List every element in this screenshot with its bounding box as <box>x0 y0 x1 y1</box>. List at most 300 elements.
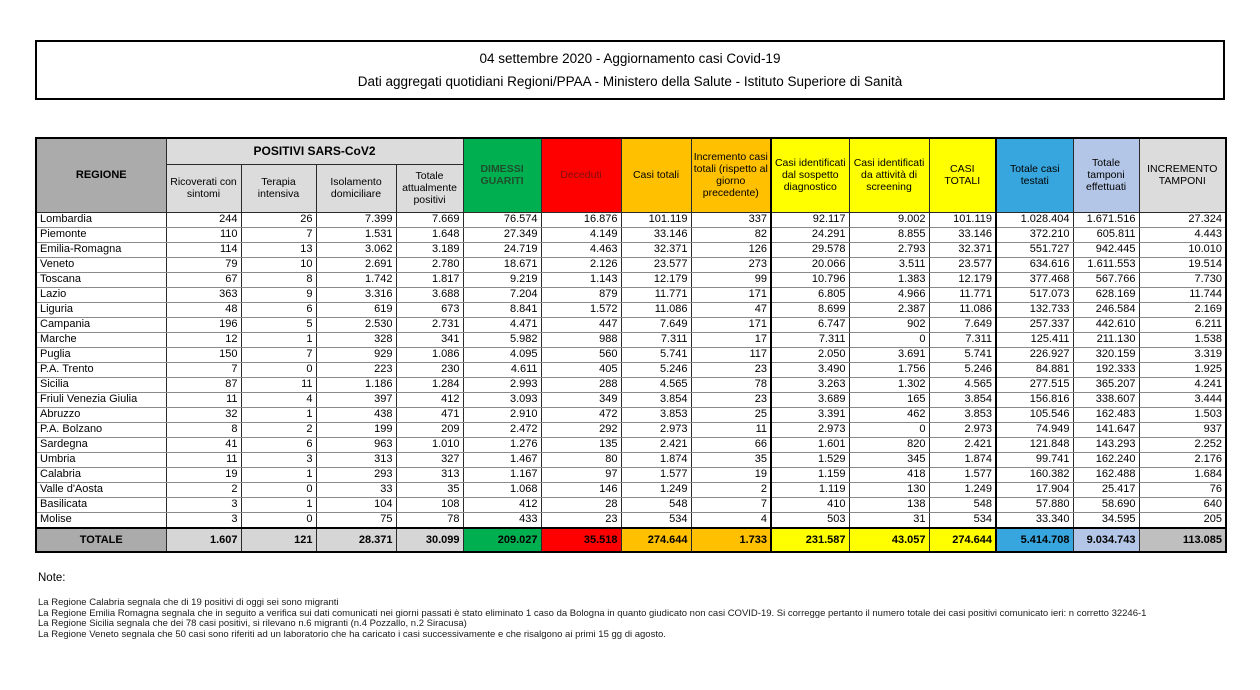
cell-totale_tamponi_effettuati: 143.293 <box>1073 437 1139 452</box>
notes-lines <box>38 598 1218 640</box>
cell-totale_attualmente_positivi: 108 <box>396 497 463 512</box>
cell-casi_attivita_screening: 0 <box>849 422 929 437</box>
region-name: Emilia-Romagna <box>36 242 166 257</box>
cell-totale_attualmente_positivi: 35 <box>396 482 463 497</box>
cell-casi_attivita_screening: 31 <box>849 512 929 528</box>
cell-totale_attualmente_positivi: 1.817 <box>396 272 463 287</box>
column-header-casi-totali: Casi totali <box>621 138 691 212</box>
region-name: Basilicata <box>36 497 166 512</box>
cell-terapia_intensiva: 2 <box>241 422 316 437</box>
cell-casi_totali: 3.853 <box>621 407 691 422</box>
column-header-incremento-tamponi: INCREMENTO TAMPONI <box>1139 138 1226 212</box>
cell-totale_casi_testati: 105.546 <box>996 407 1073 422</box>
cell-totale_casi_testati: 257.337 <box>996 317 1073 332</box>
cell-terapia_intensiva: 7 <box>241 227 316 242</box>
total-label: TOTALE <box>36 528 166 552</box>
cell-incremento_tamponi: 1.538 <box>1139 332 1226 347</box>
cell-isolamento_domiciliare: 1.742 <box>316 272 396 287</box>
cell-totale_casi_testati: 57.880 <box>996 497 1073 512</box>
cell-totale_attualmente_positivi: 313 <box>396 467 463 482</box>
cell-dimessi_guariti: 27.349 <box>463 227 541 242</box>
total-terapia_intensiva: 121 <box>241 528 316 552</box>
cell-incremento_tamponi: 3.319 <box>1139 347 1226 362</box>
cell-casi_totali: 1.874 <box>621 452 691 467</box>
cell-terapia_intensiva: 13 <box>241 242 316 257</box>
cell-totale_casi_testati: 84.881 <box>996 362 1073 377</box>
total-casi_attivita_screening: 43.057 <box>849 528 929 552</box>
cell-casi_sospetto_diagnostico: 10.796 <box>771 272 849 287</box>
cell-casi_attivita_screening: 1.383 <box>849 272 929 287</box>
cell-casi_sospetto_diagnostico: 92.117 <box>771 212 849 227</box>
cell-casi_totali: 11.771 <box>621 287 691 302</box>
table-row <box>36 437 1226 452</box>
cell-deceduti: 135 <box>541 437 621 452</box>
cell-deceduti: 2.126 <box>541 257 621 272</box>
cell-ricoverati_con_sintomi: 110 <box>166 227 241 242</box>
cell-casi_totali_2: 5.741 <box>929 347 996 362</box>
table-row <box>36 272 1226 287</box>
column-header-casi-sospetto-diagnostico: Casi identificati dal sospetto diagnostico <box>771 138 849 212</box>
cell-ricoverati_con_sintomi: 8 <box>166 422 241 437</box>
cell-casi_totali: 3.854 <box>621 392 691 407</box>
cell-incremento_tamponi: 2.176 <box>1139 452 1226 467</box>
column-header-isolamento-domiciliare: Isolamento domiciliare <box>316 164 396 212</box>
cell-incremento_casi_totali: 47 <box>691 302 771 317</box>
cell-casi_attivita_screening: 165 <box>849 392 929 407</box>
cell-totale_tamponi_effettuati: 365.207 <box>1073 377 1139 392</box>
cell-casi_sospetto_diagnostico: 29.578 <box>771 242 849 257</box>
cell-dimessi_guariti: 1.276 <box>463 437 541 452</box>
cell-casi_attivita_screening: 418 <box>849 467 929 482</box>
cell-totale_casi_testati: 156.816 <box>996 392 1073 407</box>
cell-totale_tamponi_effettuati: 192.333 <box>1073 362 1139 377</box>
cell-dimessi_guariti: 1.467 <box>463 452 541 467</box>
cell-totale_tamponi_effettuati: 162.483 <box>1073 407 1139 422</box>
cell-terapia_intensiva: 7 <box>241 347 316 362</box>
cell-dimessi_guariti: 433 <box>463 512 541 528</box>
cell-casi_totali_2: 32.371 <box>929 242 996 257</box>
cell-incremento_casi_totali: 78 <box>691 377 771 392</box>
region-name: P.A. Bolzano <box>36 422 166 437</box>
cell-casi_totali_2: 1.874 <box>929 452 996 467</box>
cell-deceduti: 4.149 <box>541 227 621 242</box>
notes-section <box>38 572 1218 640</box>
cell-terapia_intensiva: 0 <box>241 362 316 377</box>
table-row <box>36 347 1226 362</box>
cell-totale_casi_testati: 99.741 <box>996 452 1073 467</box>
cell-totale_casi_testati: 121.848 <box>996 437 1073 452</box>
cell-incremento_casi_totali: 66 <box>691 437 771 452</box>
cell-deceduti: 16.876 <box>541 212 621 227</box>
cell-totale_attualmente_positivi: 209 <box>396 422 463 437</box>
cell-ricoverati_con_sintomi: 11 <box>166 392 241 407</box>
cell-deceduti: 879 <box>541 287 621 302</box>
cell-incremento_casi_totali: 25 <box>691 407 771 422</box>
cell-isolamento_domiciliare: 1.186 <box>316 377 396 392</box>
cell-ricoverati_con_sintomi: 7 <box>166 362 241 377</box>
cell-terapia_intensiva: 8 <box>241 272 316 287</box>
cell-casi_totali: 101.119 <box>621 212 691 227</box>
total-row <box>36 528 1226 552</box>
cell-ricoverati_con_sintomi: 87 <box>166 377 241 392</box>
cell-deceduti: 472 <box>541 407 621 422</box>
total-totale_attualmente_positivi: 30.099 <box>396 528 463 552</box>
cell-deceduti: 447 <box>541 317 621 332</box>
cell-casi_totali_2: 11.771 <box>929 287 996 302</box>
cell-incremento_casi_totali: 2 <box>691 482 771 497</box>
cell-totale_tamponi_effettuati: 942.445 <box>1073 242 1139 257</box>
cell-casi_sospetto_diagnostico: 503 <box>771 512 849 528</box>
cell-totale_casi_testati: 132.733 <box>996 302 1073 317</box>
cell-deceduti: 1.572 <box>541 302 621 317</box>
cell-terapia_intensiva: 5 <box>241 317 316 332</box>
cell-isolamento_domiciliare: 199 <box>316 422 396 437</box>
cell-dimessi_guariti: 2.993 <box>463 377 541 392</box>
cell-casi_attivita_screening: 3.691 <box>849 347 929 362</box>
cell-casi_attivita_screening: 8.855 <box>849 227 929 242</box>
cell-casi_attivita_screening: 345 <box>849 452 929 467</box>
cell-casi_sospetto_diagnostico: 3.490 <box>771 362 849 377</box>
cell-terapia_intensiva: 1 <box>241 407 316 422</box>
table-row <box>36 407 1226 422</box>
column-header-incremento-casi-totali: Incremento casi totali (rispetto al giorno precedente) <box>691 138 771 212</box>
cell-deceduti: 988 <box>541 332 621 347</box>
cell-incremento_casi_totali: 19 <box>691 467 771 482</box>
cell-dimessi_guariti: 5.982 <box>463 332 541 347</box>
cell-isolamento_domiciliare: 293 <box>316 467 396 482</box>
cell-totale_casi_testati: 33.340 <box>996 512 1073 528</box>
cell-dimessi_guariti: 24.719 <box>463 242 541 257</box>
cell-deceduti: 4.463 <box>541 242 621 257</box>
cell-casi_totali: 7.649 <box>621 317 691 332</box>
table-row <box>36 392 1226 407</box>
cell-casi_attivita_screening: 1.302 <box>849 377 929 392</box>
cell-casi_totali: 5.246 <box>621 362 691 377</box>
table-row <box>36 287 1226 302</box>
total-totale_tamponi_effettuati: 9.034.743 <box>1073 528 1139 552</box>
cell-ricoverati_con_sintomi: 150 <box>166 347 241 362</box>
cell-isolamento_domiciliare: 104 <box>316 497 396 512</box>
table-row <box>36 257 1226 272</box>
cell-incremento_casi_totali: 35 <box>691 452 771 467</box>
region-name: Abruzzo <box>36 407 166 422</box>
table-row <box>36 422 1226 437</box>
cell-casi_sospetto_diagnostico: 3.689 <box>771 392 849 407</box>
cell-casi_totali_2: 1.249 <box>929 482 996 497</box>
report-title: 04 settembre 2020 - Aggiornamento casi Covid-19 <box>479 50 781 66</box>
table-row <box>36 497 1226 512</box>
table-row <box>36 332 1226 347</box>
cell-incremento_tamponi: 10.010 <box>1139 242 1226 257</box>
cell-incremento_casi_totali: 7 <box>691 497 771 512</box>
cell-terapia_intensiva: 3 <box>241 452 316 467</box>
cell-totale_casi_testati: 551.727 <box>996 242 1073 257</box>
cell-deceduti: 97 <box>541 467 621 482</box>
cell-totale_tamponi_effettuati: 211.130 <box>1073 332 1139 347</box>
cell-incremento_casi_totali: 4 <box>691 512 771 528</box>
cell-terapia_intensiva: 0 <box>241 512 316 528</box>
cell-incremento_casi_totali: 99 <box>691 272 771 287</box>
cell-totale_attualmente_positivi: 341 <box>396 332 463 347</box>
cell-casi_totali: 1.577 <box>621 467 691 482</box>
cell-casi_totali: 12.179 <box>621 272 691 287</box>
table-body <box>36 212 1226 528</box>
cell-ricoverati_con_sintomi: 2 <box>166 482 241 497</box>
cell-dimessi_guariti: 2.910 <box>463 407 541 422</box>
total-incremento_casi_totali: 1.733 <box>691 528 771 552</box>
cell-totale_attualmente_positivi: 1.010 <box>396 437 463 452</box>
column-header-totale-attualmente-positivi: Totale attualmente positivi <box>396 164 463 212</box>
cell-terapia_intensiva: 6 <box>241 437 316 452</box>
cell-casi_totali_2: 12.179 <box>929 272 996 287</box>
table-footer <box>36 528 1226 552</box>
cell-isolamento_domiciliare: 3.062 <box>316 242 396 257</box>
note-line: La Regione Calabria segnala che di 19 positivi di oggi sei sono migranti <box>38 597 339 608</box>
cell-totale_attualmente_positivi: 78 <box>396 512 463 528</box>
cell-totale_tamponi_effettuati: 1.611.553 <box>1073 257 1139 272</box>
total-ricoverati_con_sintomi: 1.607 <box>166 528 241 552</box>
cell-casi_sospetto_diagnostico: 3.263 <box>771 377 849 392</box>
table-row <box>36 377 1226 392</box>
cell-dimessi_guariti: 7.204 <box>463 287 541 302</box>
cell-totale_attualmente_positivi: 673 <box>396 302 463 317</box>
cell-totale_attualmente_positivi: 471 <box>396 407 463 422</box>
cell-totale_attualmente_positivi: 2.731 <box>396 317 463 332</box>
total-casi_sospetto_diagnostico: 231.587 <box>771 528 849 552</box>
cell-totale_tamponi_effettuati: 246.584 <box>1073 302 1139 317</box>
cell-casi_attivita_screening: 820 <box>849 437 929 452</box>
cell-totale_tamponi_effettuati: 162.240 <box>1073 452 1139 467</box>
column-header-deceduti: Deceduti <box>541 138 621 212</box>
cell-dimessi_guariti: 412 <box>463 497 541 512</box>
cell-casi_totali: 2.421 <box>621 437 691 452</box>
cell-totale_tamponi_effettuati: 628.169 <box>1073 287 1139 302</box>
column-header-regione: REGIONE <box>36 138 166 212</box>
cell-deceduti: 28 <box>541 497 621 512</box>
cell-ricoverati_con_sintomi: 19 <box>166 467 241 482</box>
cell-terapia_intensiva: 0 <box>241 482 316 497</box>
cell-isolamento_domiciliare: 397 <box>316 392 396 407</box>
cell-casi_totali_2: 7.311 <box>929 332 996 347</box>
cell-isolamento_domiciliare: 619 <box>316 302 396 317</box>
cell-incremento_tamponi: 19.514 <box>1139 257 1226 272</box>
region-name: Liguria <box>36 302 166 317</box>
cell-casi_sospetto_diagnostico: 1.159 <box>771 467 849 482</box>
cell-dimessi_guariti: 1.068 <box>463 482 541 497</box>
column-header-ricoverati-con-sintomi: Ricoverati con sintomi <box>166 164 241 212</box>
cell-casi_totali_2: 23.577 <box>929 257 996 272</box>
cell-casi_totali_2: 548 <box>929 497 996 512</box>
region-name: Friuli Venezia Giulia <box>36 392 166 407</box>
cell-deceduti: 349 <box>541 392 621 407</box>
table-row <box>36 302 1226 317</box>
cell-casi_attivita_screening: 130 <box>849 482 929 497</box>
notes-heading: Note: <box>38 572 66 584</box>
cell-totale_tamponi_effettuati: 567.766 <box>1073 272 1139 287</box>
cell-incremento_tamponi: 27.324 <box>1139 212 1226 227</box>
table-row <box>36 227 1226 242</box>
cell-ricoverati_con_sintomi: 11 <box>166 452 241 467</box>
cell-totale_casi_testati: 372.210 <box>996 227 1073 242</box>
cell-incremento_tamponi: 4.241 <box>1139 377 1226 392</box>
table-row <box>36 512 1226 528</box>
cell-ricoverati_con_sintomi: 48 <box>166 302 241 317</box>
cell-casi_totali: 7.311 <box>621 332 691 347</box>
cell-totale_tamponi_effettuati: 442.610 <box>1073 317 1139 332</box>
cell-casi_totali_2: 5.246 <box>929 362 996 377</box>
region-name: Sardegna <box>36 437 166 452</box>
cell-incremento_tamponi: 2.252 <box>1139 437 1226 452</box>
cell-casi_totali_2: 2.973 <box>929 422 996 437</box>
cell-terapia_intensiva: 1 <box>241 332 316 347</box>
cell-totale_tamponi_effettuati: 605.811 <box>1073 227 1139 242</box>
cell-totale_attualmente_positivi: 327 <box>396 452 463 467</box>
column-header-casi-totali-2: CASI TOTALI <box>929 138 996 212</box>
column-header-terapia-intensiva: Terapia intensiva <box>241 164 316 212</box>
cell-incremento_tamponi: 1.684 <box>1139 467 1226 482</box>
note-line: La Regione Sicilia segnala che dei 78 casi positivi, si rilevano n.6 migranti (n.4 Pozzallo, n.2 Siracusa) <box>38 618 467 629</box>
region-name: Sicilia <box>36 377 166 392</box>
cell-casi_attivita_screening: 9.002 <box>849 212 929 227</box>
cell-casi_totali_2: 11.086 <box>929 302 996 317</box>
region-name: Molise <box>36 512 166 528</box>
cell-isolamento_domiciliare: 1.531 <box>316 227 396 242</box>
cell-totale_attualmente_positivi: 2.780 <box>396 257 463 272</box>
cell-dimessi_guariti: 18.671 <box>463 257 541 272</box>
cell-totale_casi_testati: 517.073 <box>996 287 1073 302</box>
cell-deceduti: 405 <box>541 362 621 377</box>
region-name: Campania <box>36 317 166 332</box>
cell-totale_attualmente_positivi: 3.688 <box>396 287 463 302</box>
cell-casi_totali: 548 <box>621 497 691 512</box>
cell-casi_totali_2: 7.649 <box>929 317 996 332</box>
report-subtitle: Dati aggregati quotidiani Regioni/PPAA - Ministero della Salute - Istituto Superiore di Sanità <box>357 74 903 90</box>
cell-totale_tamponi_effettuati: 25.417 <box>1073 482 1139 497</box>
cell-casi_sospetto_diagnostico: 1.119 <box>771 482 849 497</box>
cell-casi_sospetto_diagnostico: 6.805 <box>771 287 849 302</box>
total-casi_totali: 274.644 <box>621 528 691 552</box>
cell-deceduti: 288 <box>541 377 621 392</box>
cell-incremento_casi_totali: 273 <box>691 257 771 272</box>
column-header-casi-attivita-screening: Casi identificati da attività di screening <box>849 138 929 212</box>
cell-incremento_casi_totali: 126 <box>691 242 771 257</box>
cell-incremento_casi_totali: 171 <box>691 317 771 332</box>
cell-totale_attualmente_positivi: 7.669 <box>396 212 463 227</box>
cell-deceduti: 292 <box>541 422 621 437</box>
cell-totale_tamponi_effettuati: 141.647 <box>1073 422 1139 437</box>
cell-terapia_intensiva: 9 <box>241 287 316 302</box>
cell-terapia_intensiva: 1 <box>241 467 316 482</box>
cell-totale_attualmente_positivi: 1.648 <box>396 227 463 242</box>
column-group-positivi-sars-cov2: POSITIVI SARS-CoV2 <box>166 138 463 164</box>
cell-ricoverati_con_sintomi: 32 <box>166 407 241 422</box>
cell-casi_sospetto_diagnostico: 1.601 <box>771 437 849 452</box>
cell-ricoverati_con_sintomi: 114 <box>166 242 241 257</box>
cell-incremento_casi_totali: 11 <box>691 422 771 437</box>
cell-incremento_casi_totali: 23 <box>691 392 771 407</box>
cell-casi_totali: 2.973 <box>621 422 691 437</box>
cell-isolamento_domiciliare: 33 <box>316 482 396 497</box>
cell-incremento_tamponi: 937 <box>1139 422 1226 437</box>
table-row <box>36 242 1226 257</box>
cell-casi_totali: 33.146 <box>621 227 691 242</box>
cell-dimessi_guariti: 3.093 <box>463 392 541 407</box>
cell-ricoverati_con_sintomi: 244 <box>166 212 241 227</box>
cell-incremento_casi_totali: 82 <box>691 227 771 242</box>
region-name: Puglia <box>36 347 166 362</box>
cell-casi_sospetto_diagnostico: 20.066 <box>771 257 849 272</box>
region-name: Veneto <box>36 257 166 272</box>
region-name: P.A. Trento <box>36 362 166 377</box>
cell-totale_tamponi_effettuati: 1.671.516 <box>1073 212 1139 227</box>
cell-totale_casi_testati: 17.904 <box>996 482 1073 497</box>
cell-casi_sospetto_diagnostico: 8.699 <box>771 302 849 317</box>
cell-deceduti: 80 <box>541 452 621 467</box>
total-deceduti: 35.518 <box>541 528 621 552</box>
column-header-dimessi-guariti: DIMESSI GUARITI <box>463 138 541 212</box>
column-header-totale-tamponi: Totale tamponi effettuati <box>1073 138 1139 212</box>
cell-casi_sospetto_diagnostico: 7.311 <box>771 332 849 347</box>
cell-deceduti: 23 <box>541 512 621 528</box>
title-box <box>35 40 1225 100</box>
cell-incremento_casi_totali: 23 <box>691 362 771 377</box>
cell-ricoverati_con_sintomi: 67 <box>166 272 241 287</box>
cell-ricoverati_con_sintomi: 3 <box>166 497 241 512</box>
cell-isolamento_domiciliare: 75 <box>316 512 396 528</box>
cell-casi_sospetto_diagnostico: 410 <box>771 497 849 512</box>
region-name: Toscana <box>36 272 166 287</box>
cell-isolamento_domiciliare: 328 <box>316 332 396 347</box>
cell-dimessi_guariti: 76.574 <box>463 212 541 227</box>
region-name: Piemonte <box>36 227 166 242</box>
cell-ricoverati_con_sintomi: 79 <box>166 257 241 272</box>
cell-casi_totali: 534 <box>621 512 691 528</box>
cell-incremento_tamponi: 3.444 <box>1139 392 1226 407</box>
cell-totale_casi_testati: 1.028.404 <box>996 212 1073 227</box>
table-row <box>36 212 1226 227</box>
cell-casi_totali_2: 1.577 <box>929 467 996 482</box>
cell-casi_sospetto_diagnostico: 2.050 <box>771 347 849 362</box>
cell-casi_attivita_screening: 0 <box>849 332 929 347</box>
table-header <box>36 138 1226 212</box>
cell-incremento_tamponi: 1.925 <box>1139 362 1226 377</box>
cell-dimessi_guariti: 2.472 <box>463 422 541 437</box>
cell-terapia_intensiva: 1 <box>241 497 316 512</box>
column-header-totale-casi-testati: Totale casi testati <box>996 138 1073 212</box>
cell-incremento_tamponi: 11.744 <box>1139 287 1226 302</box>
total-casi_totali_2: 274.644 <box>929 528 996 552</box>
cell-incremento_tamponi: 6.211 <box>1139 317 1226 332</box>
cell-totale_attualmente_positivi: 412 <box>396 392 463 407</box>
cell-terapia_intensiva: 10 <box>241 257 316 272</box>
cell-terapia_intensiva: 6 <box>241 302 316 317</box>
cell-casi_attivita_screening: 1.756 <box>849 362 929 377</box>
cell-ricoverati_con_sintomi: 3 <box>166 512 241 528</box>
cell-incremento_casi_totali: 337 <box>691 212 771 227</box>
table-row <box>36 452 1226 467</box>
cell-dimessi_guariti: 8.841 <box>463 302 541 317</box>
cell-incremento_casi_totali: 117 <box>691 347 771 362</box>
cell-casi_attivita_screening: 2.793 <box>849 242 929 257</box>
table-row <box>36 467 1226 482</box>
cell-casi_attivita_screening: 3.511 <box>849 257 929 272</box>
cell-casi_totali_2: 101.119 <box>929 212 996 227</box>
cell-casi_totali: 23.577 <box>621 257 691 272</box>
region-name: Umbria <box>36 452 166 467</box>
cell-incremento_tamponi: 7.730 <box>1139 272 1226 287</box>
cell-deceduti: 146 <box>541 482 621 497</box>
cell-casi_sospetto_diagnostico: 3.391 <box>771 407 849 422</box>
